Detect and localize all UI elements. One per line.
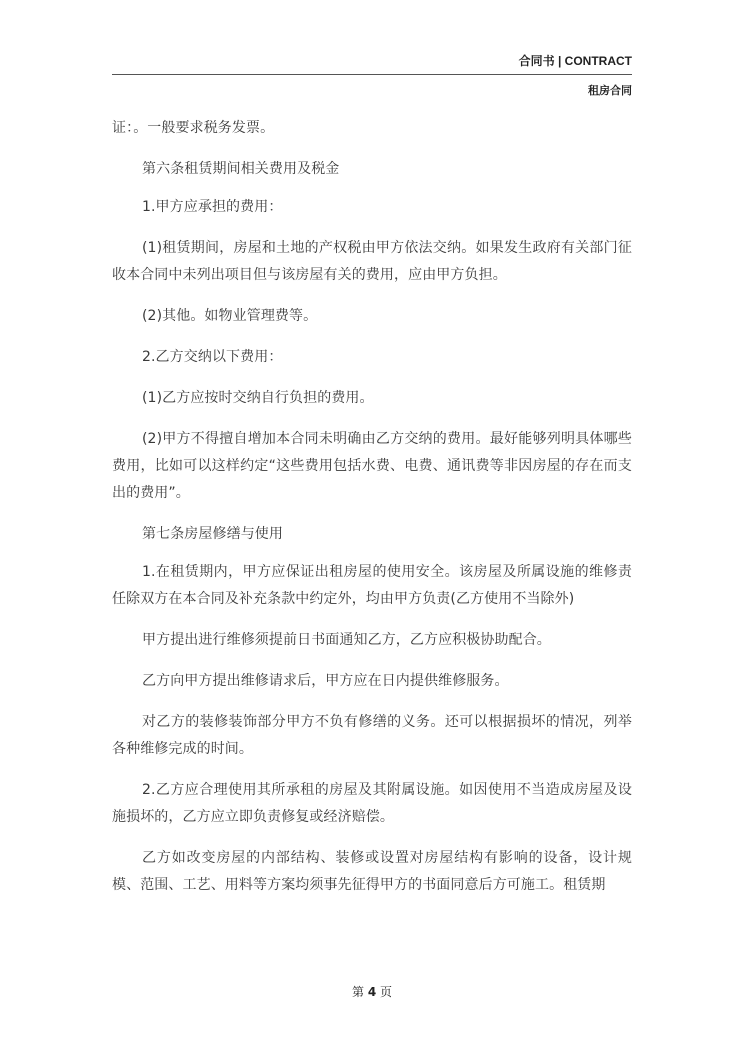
page-number: 4	[367, 985, 377, 999]
paragraph: 1.甲方应承担的费用：	[142, 199, 283, 215]
paragraph: 甲方提出进行维修须提前日书面通知乙方，乙方应积极协助配合。	[142, 632, 551, 648]
paragraph: 对乙方的装修装饰部分甲方不负有修缮的义务。还可以根据损坏的情况，列举各种维修完成的时间。	[112, 714, 632, 757]
paragraph: 2.乙方应合理使用其所承租的房屋及其附属设施。如因使用不当造成房屋及设施损坏的，乙方应立即负责修复或经济赔偿。	[112, 782, 632, 825]
header-title: 合同书 | CONTRACT	[518, 54, 632, 68]
paragraph: 乙方如改变房屋的内部结构、装修或设置对房屋结构有影响的设备，设计规模、范围、工艺、用料等方案均须事先征得甲方的书面同意后方可施工。租赁期	[112, 850, 632, 893]
document-body	[112, 115, 632, 913]
section-heading: 第六条租赁期间相关费用及税金	[142, 161, 340, 177]
paragraph: 证：。一般要求税务发票。	[112, 120, 275, 136]
paragraph: 1.在租赁期内，甲方应保证出租房屋的使用安全。该房屋及所属设施的维修责任除双方在本合同及补充条款中约定外，均由甲方负责(乙方使用不当除外)	[112, 564, 632, 607]
paragraph: (1)乙方应按时交纳自行负担的费用。	[142, 390, 374, 406]
paragraph: 2.乙方交纳以下费用：	[142, 349, 283, 365]
paragraph: 乙方向甲方提出维修请求后，甲方应在日内提供维修服务。	[142, 673, 509, 689]
paragraph: (2)其他。如物业管理费等。	[142, 308, 318, 324]
section-heading: 第七条房屋修缮与使用	[142, 526, 283, 542]
paragraph: (2)甲方不得擅自增加本合同未明确由乙方交纳的费用。最好能够列明具体哪些费用，比如可以这样约定“这些费用包括水费、电费、通讯费等非因房屋的存在而支出的费用”。	[112, 431, 632, 501]
header-divider	[112, 74, 632, 75]
header-subtitle: 租房合同	[588, 84, 632, 97]
footer-prefix: 第	[351, 985, 364, 999]
paragraph: (1)租赁期间，房屋和土地的产权税由甲方依法交纳。如果发生政府有关部门征收本合同中未列出项目但与该房屋有关的费用，应由甲方负担。	[112, 240, 632, 283]
page-footer	[0, 983, 744, 1000]
footer-suffix: 页	[380, 985, 393, 999]
